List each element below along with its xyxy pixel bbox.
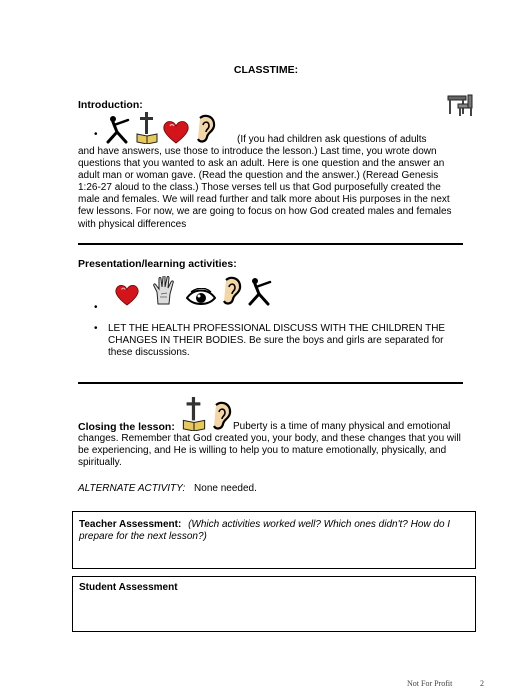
page-title: CLASSTIME: bbox=[233, 64, 299, 76]
teacher-assessment-box bbox=[72, 511, 476, 569]
closing-line: changes. Remember that God created you, your body, and these changes that you will bbox=[78, 433, 461, 444]
closing-heading: Closing the lesson: bbox=[78, 421, 175, 433]
presentation-item-line: these discussions. bbox=[108, 347, 190, 359]
exercise-icon bbox=[104, 114, 132, 148]
introduction-heading: Introduction: bbox=[78, 99, 143, 111]
introduction-line: and have answers, use those to introduce the lesson.) Last time, you wrote down bbox=[78, 146, 437, 157]
eye-icon bbox=[186, 288, 216, 310]
teacher-assessment-prompt: (Which activities worked well? Which ones didn't? How do I bbox=[188, 519, 451, 530]
ear-icon bbox=[194, 114, 216, 148]
introduction-lead-text: (If you had children ask questions of adults bbox=[237, 134, 427, 145]
exercise-icon bbox=[246, 276, 274, 310]
teacher-assessment-content bbox=[73, 512, 475, 543]
introduction-line: 1:26-27 aloud to the class.) Those verses tell us that God purposefully created the bbox=[78, 182, 441, 194]
heart-icon bbox=[162, 120, 190, 148]
introduction-bullet: • bbox=[94, 129, 98, 140]
closing-lead-text: Puberty is a time of many physical and emotional bbox=[233, 421, 451, 432]
alternate-activity-value: None needed. bbox=[194, 483, 257, 494]
closing-icon-row bbox=[182, 397, 232, 435]
bible-cross-icon bbox=[182, 397, 206, 435]
section-divider bbox=[78, 382, 463, 384]
page-number: 2 bbox=[480, 679, 484, 688]
footer-text: Not For Profit bbox=[407, 679, 453, 688]
presentation-item bbox=[108, 323, 478, 359]
introduction-line: male and females. We will read further and talk more about His purposes in the next bbox=[78, 194, 450, 206]
introduction-paragraph bbox=[78, 146, 478, 231]
introduction-line: few lessons. For now, we are going to focus on how God created males and females bbox=[78, 206, 452, 218]
section-divider bbox=[78, 243, 463, 245]
bible-cross-icon bbox=[136, 112, 158, 148]
alternate-activity-label: ALTERNATE ACTIVITY: bbox=[78, 483, 186, 494]
introduction-icon-row bbox=[104, 112, 216, 148]
heart-icon bbox=[114, 284, 140, 310]
student-assessment-label: Student Assessment bbox=[79, 582, 178, 593]
teacher-assessment-prompt-continued: prepare for the next lesson?) bbox=[79, 531, 207, 543]
presentation-heading: Presentation/learning activities: bbox=[78, 258, 237, 270]
presentation-icon-bullet: • bbox=[94, 302, 98, 313]
closing-paragraph bbox=[78, 433, 498, 469]
teacher-assessment-label: Teacher Assessment: bbox=[79, 519, 182, 530]
introduction-line: adult man or woman gave. (Read the question and the answer.) (Reread Genesis bbox=[78, 170, 439, 182]
alternate-activity bbox=[78, 483, 257, 495]
introduction-line: questions that you wanted to ask an adult. Here is one question and the answer an bbox=[78, 158, 445, 170]
hand-icon bbox=[152, 276, 176, 310]
classroom-desk-icon bbox=[446, 92, 476, 122]
presentation-item-line: CHANGES IN THEIR BODIES. Be sure the boys and girls are separated for bbox=[108, 335, 444, 347]
closing-line: be experiencing, and He is willing to help you to mature emotionally, physically, and bbox=[78, 445, 447, 457]
student-assessment-box bbox=[72, 576, 476, 632]
ear-icon bbox=[220, 276, 242, 310]
presentation-item-bullet: • bbox=[94, 323, 98, 334]
closing-line: spiritually. bbox=[78, 457, 122, 469]
introduction-line: with physical differences bbox=[78, 218, 187, 230]
ear-icon bbox=[210, 401, 232, 435]
presentation-item-line: LET THE HEALTH PROFESSIONAL DISCUSS WITH THE CHILDREN THE bbox=[108, 323, 446, 334]
presentation-icon-row bbox=[114, 276, 274, 310]
